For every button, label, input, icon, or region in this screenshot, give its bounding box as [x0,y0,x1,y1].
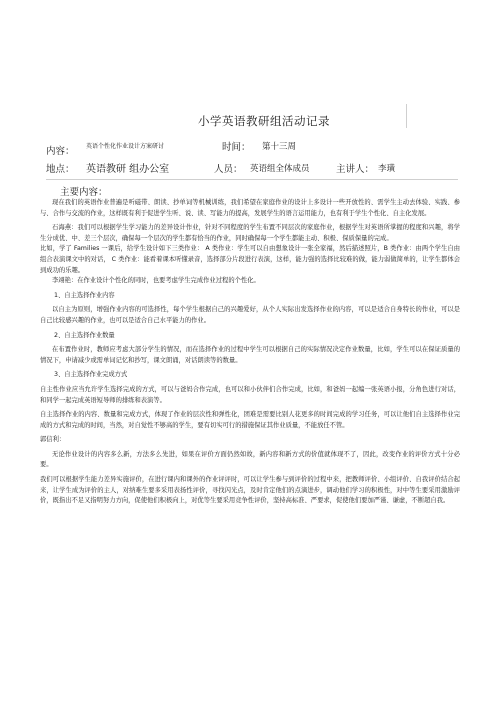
paragraph-section-2: 在布置作业时，教师应考虑大部分学生的情况，而在选择作业的过程中学生可以根据自己的实际情况决定作业数量，比如，学生可以在保证质量的情况下，申请减少或需单词记忆和抄写，课文朗诵，对话朗读等的数量。 [40,346,460,364]
content-label: 内容： [46,146,75,157]
paragraph-shi: 石海燕：我们可以根据学生学习能力的差异设计作业，针对不同程度的学生布置不同层次的家庭作业，根据学生对英语所掌握的程度和兴趣，将学生分成优、中、差三个层次，确保每一个层次的学生都有恰当的作业，同时确保每一个学生都能主动、积极、保质保量的完成。 [40,224,460,242]
paragraph-example: 比如，学了 Families 一课后，给学生设计如下三类作业： A 类作业：学生可以自由想象设计一张全家福，然后描述照片，B 类作业：由两个学生自由组合表演课文中的对话， C 类作业：能看着课本听懂录音，选择部分片段进行表演，这样，能力强的选择比较难的做，能力弱做简单的，让学生都体会到成功的乐趣。 [40,245,460,274]
horizontal-divider [46,179,458,180]
host-label: 主讲人： [336,164,375,175]
body-text [40,198,460,507]
people-value: 英语组全体成员 [250,164,310,174]
host-value: 李璜 [378,164,396,174]
paragraph-li: 李翊艳：在作业设计个性化的同时，也要考虑学生完成作业过程的个性化。 [52,277,260,285]
paragraph-final: 我们可以根据学生能力差异实施评价，在进行课内和课外的作业评评时，可以让学生参与到评价的过程中来，把教师评价、小组评价、自我评价结合起来，让学生成为评价的主人，对纳难生要多采用表扬性评价，寻找闪光点，及时肯定他们的点滴进步，调动他们学习的积极性，对中等生要采用激励评价，既指出不足又指明努力方向，促使他们积极向上，对优等生要采用竞争性评价，坚持高标准、严要求，促使他们要加严谨、谦虚，不断超自我。 [40,476,460,505]
page-title: 小学英语教研组活动记录 [198,114,330,128]
section-heading-3: 3、自主选择作业完成方式 [54,371,128,379]
content-row [46,139,75,158]
time-value: 第十三周 [262,142,297,152]
paragraph-summary: 自主选择作业的内容、数量和完成方式，体现了作业的层次性和弹性化，团难是需要比别人花更多的时间完成的学习任务，可以让他们自主选择作业完成的方式和完成的时间，当然，对自觉性不够高的学生，要有切实可行的措施保证其作业质量，不能放任不管。 [40,411,460,429]
section-heading-1: 1、自主选择作业内容 [54,291,115,299]
paragraph-section-1: 以自主为原则，增强作业内容的可选择性，每个学生根据自己的兴趣爱好，从个人实际出发选择作业的内容，可以是适合自身特长的作业，可以是自己比较感兴趣的作业，也可以是适合自己水平能力的作业。 [40,306,460,324]
speaker-guo: 郭信利： [40,436,66,444]
place-value: 英语教研 组办公室 [86,164,170,175]
content-value: 英语个性化作业设计方案研讨 [86,143,165,150]
place-label: 地点： [46,164,75,175]
vertical-divider [406,104,407,128]
time-label: 时间： [222,142,251,153]
main-content-label: 主要内容： [60,187,108,198]
people-label: 人员： [214,164,243,175]
paragraph-intro: 现在我们的英语作业普遍是听磁带、朗读、抄单词等机械训练，我们希望在家庭作业的设计上多设计一些开放性的、需学生主动去体验、实践、参与、合作与交流的作业，这样既有利于促进学生听、说、读、写能力的提高，发展学生的语言运用能力，也有利于学生个性化、自主化发展。 [40,199,460,217]
paragraph-evaluation: 无论作业设计的内容多么新，方法多么先进，如果在评价方面仍然如故，新内容和新方式的价值就体现不了，因此，改变作业的评价方式十分必要。 [40,450,460,469]
paragraph-section-3: 自主性作业应当允许学生选择完成的方式，可以与爸妈合作完成，也可以和小伙伴们合作完成，比如，和爸妈一起编一张英语小报，分角色进行对话，和同学一起完成英语短导师的排练和表演等。 [40,385,460,404]
section-heading-2: 2、自主选择作业数量 [54,331,115,339]
